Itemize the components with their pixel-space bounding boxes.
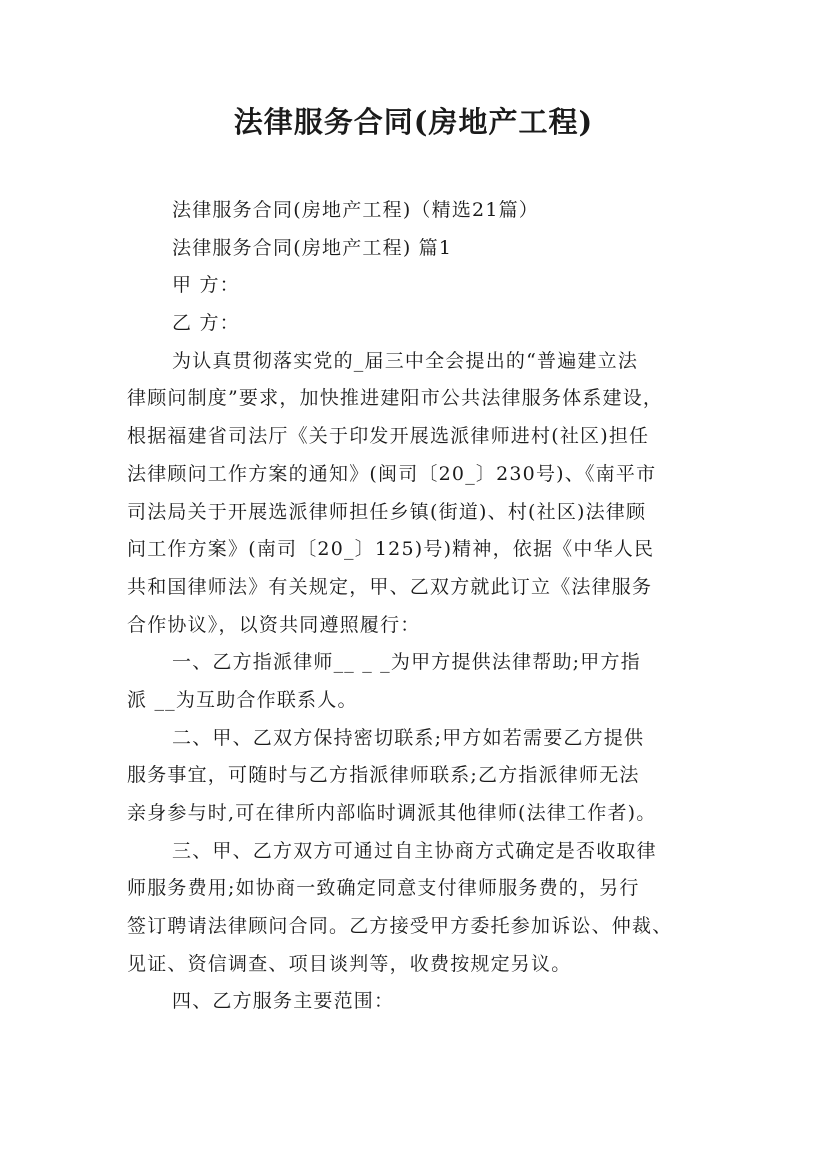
text-line: 一、乙方指派律师__ _ _为甲方提供法律帮助;甲方指	[172, 651, 641, 674]
text-line: 师服务费用;如协商一致确定同意支付律师服务费的，另行	[127, 877, 640, 900]
text-line: 律顾问制度”要求，加快推进建阳市公共法律服务体系建设，	[127, 387, 664, 410]
document-title: 法律服务合同(房地产工程)	[233, 105, 594, 139]
text-line: 见证、资信调查、项目谈判等，收费按规定另议。	[127, 952, 572, 975]
text-line: 甲 方：	[172, 274, 240, 297]
text-line: 合作协议》，以资共同遵照履行：	[127, 613, 421, 636]
text-line: 派 __为互助合作联系人。	[127, 688, 358, 711]
text-line: 四、乙方服务主要范围：	[172, 990, 395, 1013]
text-line: 签订聘请法律顾问合同。乙方接受甲方委托参加诉讼、仲裁、	[127, 915, 673, 938]
text-line: 法律服务合同(房地产工程) 篇1	[172, 236, 453, 259]
text-line: 亲身参与时,可在律所内部临时调派其他律师(法律工作者)。	[127, 802, 657, 824]
text-line: 法律顾问工作方案的通知》(闽司〔20_〕230号)、《南平市	[127, 462, 657, 485]
text-line: 共和国律师法》有关规定，甲、乙双方就此订立《法律服务	[127, 575, 653, 598]
text-line: 法律服务合同(房地产工程)（精选21篇）	[172, 199, 540, 221]
text-line: 问工作方案》(南司〔20_〕125)号)精神，依据《中华人民	[127, 538, 655, 561]
text-line: 为认真贯彻落实党的_届三中全会提出的“普遍建立法	[172, 349, 639, 372]
text-line: 三、甲、乙方双方可通过自主协商方式确定是否收取律	[172, 839, 657, 862]
text-line: 乙 方：	[172, 312, 240, 335]
text-line: 二、甲、乙双方保持密切联系;甲方如若需要乙方提供	[172, 726, 645, 749]
text-line: 服务事宜，可随时与乙方指派律师联系;乙方指派律师无法	[127, 764, 640, 787]
document-body	[127, 192, 717, 1021]
text-line: 司法局关于开展选派律师担任乡镇(街道)、村(社区)法律顾	[127, 500, 647, 523]
text-line: 根据福建省司法厅《关于印发开展选派律师进村(社区)担任	[127, 425, 650, 448]
